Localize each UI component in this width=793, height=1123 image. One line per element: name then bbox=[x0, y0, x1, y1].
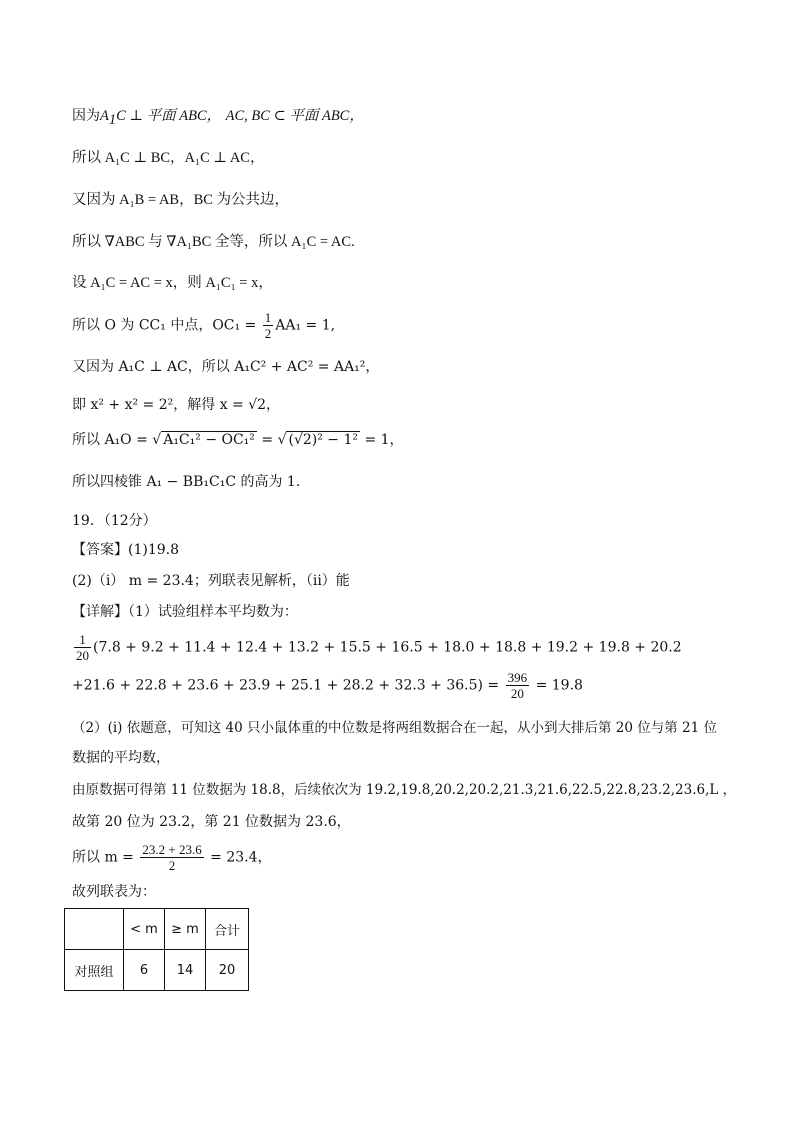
table-header-cell bbox=[65, 909, 124, 950]
proof-line-1: 因为$A_1C$ ⊥ 平面 ABC， AC, BC ⊂ 平面 ABC， bbox=[72, 108, 364, 128]
median-line-2: 数据的平均数， bbox=[72, 750, 170, 766]
median-line-1: （2）(i) 依题意，可知这 40 只小鼠体重的中位数是将两组数据合在一起，从小到大排后第 20 位与第 21 位 bbox=[72, 720, 718, 736]
table-cell: 14 bbox=[165, 950, 206, 991]
question-number: 19．（12分） bbox=[72, 513, 157, 529]
proof-line-9: 所以 A₁O = √ A₁C₁² − OC₁² = √ (√2)² − 1² = 1， bbox=[72, 432, 404, 448]
table-row bbox=[65, 950, 249, 991]
answer-line-2: (2)（i） m = 23.4；列联表见解析，（ii）能 bbox=[72, 573, 350, 589]
proof-line-2: 所以 A₁C ⊥ BC，A₁C ⊥ AC， bbox=[72, 150, 265, 166]
proof-line-4: 所以 ∇ABC 与 ∇A₁BC 全等，所以 A₁C = AC. bbox=[72, 234, 355, 250]
table-cell: 20 bbox=[206, 950, 249, 991]
table-intro: 故列联表为： bbox=[72, 884, 156, 900]
table-header-row bbox=[65, 909, 249, 950]
mean-calc-line-1: $\frac{1}{20}$ (7.8 + 9.2 + 11.4 + 12.4 + 13.2 + 15.5 + 16.5 + 18.0 + 18.8 + 19.2 + 19.8 + 20.2 bbox=[76, 632, 682, 663]
proof-line-6: 所以 O 为 CC₁ 中点，OC₁ = $\frac{1}{2}$ AA₁ = 1, bbox=[72, 310, 336, 341]
table-header-cell: ≥ m bbox=[165, 909, 206, 950]
proof-line-10: 所以四棱锥 A₁ − BB₁C₁C 的高为 1. bbox=[72, 474, 301, 490]
table-cell: 6 bbox=[124, 950, 165, 991]
table-cell: 对照组 bbox=[65, 950, 124, 991]
median-line-4: 故第 20 位为 23.2，第 21 位数据为 23.6， bbox=[72, 814, 351, 830]
contingency-table bbox=[64, 908, 249, 991]
detail-heading: 【详解】（1）试验组样本平均数为： bbox=[72, 604, 298, 620]
table-header-cell: 合计 bbox=[206, 909, 249, 950]
median-result-line: 所以 m = $\frac{23.2 + 23.6}{2}$ = 23.4， bbox=[72, 842, 272, 873]
mean-calc-line-2: +21.6 + 22.8 + 23.6 + 23.9 + 25.1 + 28.2 + 32.3 + 36.5) = $\frac{396}{20}$ = 19.8 bbox=[72, 670, 583, 701]
proof-line-3: 又因为 A₁B = AB，BC 为公共边， bbox=[72, 192, 290, 208]
proof-line-8: 即 x² + x² = 2²，解得 x = √2， bbox=[72, 397, 281, 413]
proof-line-5: 设 A₁C = AC = x，则 A₁C₁ = x， bbox=[72, 275, 273, 291]
median-line-3: 由原数据可得第 11 位数据为 18.8，后续依次为 19.2,19.8,20.2,20.2,21.3,21.6,22.5,22.8,23.2,23.6,L ， bbox=[72, 782, 737, 798]
proof-line-7: 又因为 A₁C ⊥ AC，所以 A₁C² + AC² = AA₁²， bbox=[72, 359, 380, 375]
table-header-cell: < m bbox=[124, 909, 165, 950]
answer-line: 【答案】(1)19.8 bbox=[72, 542, 180, 558]
